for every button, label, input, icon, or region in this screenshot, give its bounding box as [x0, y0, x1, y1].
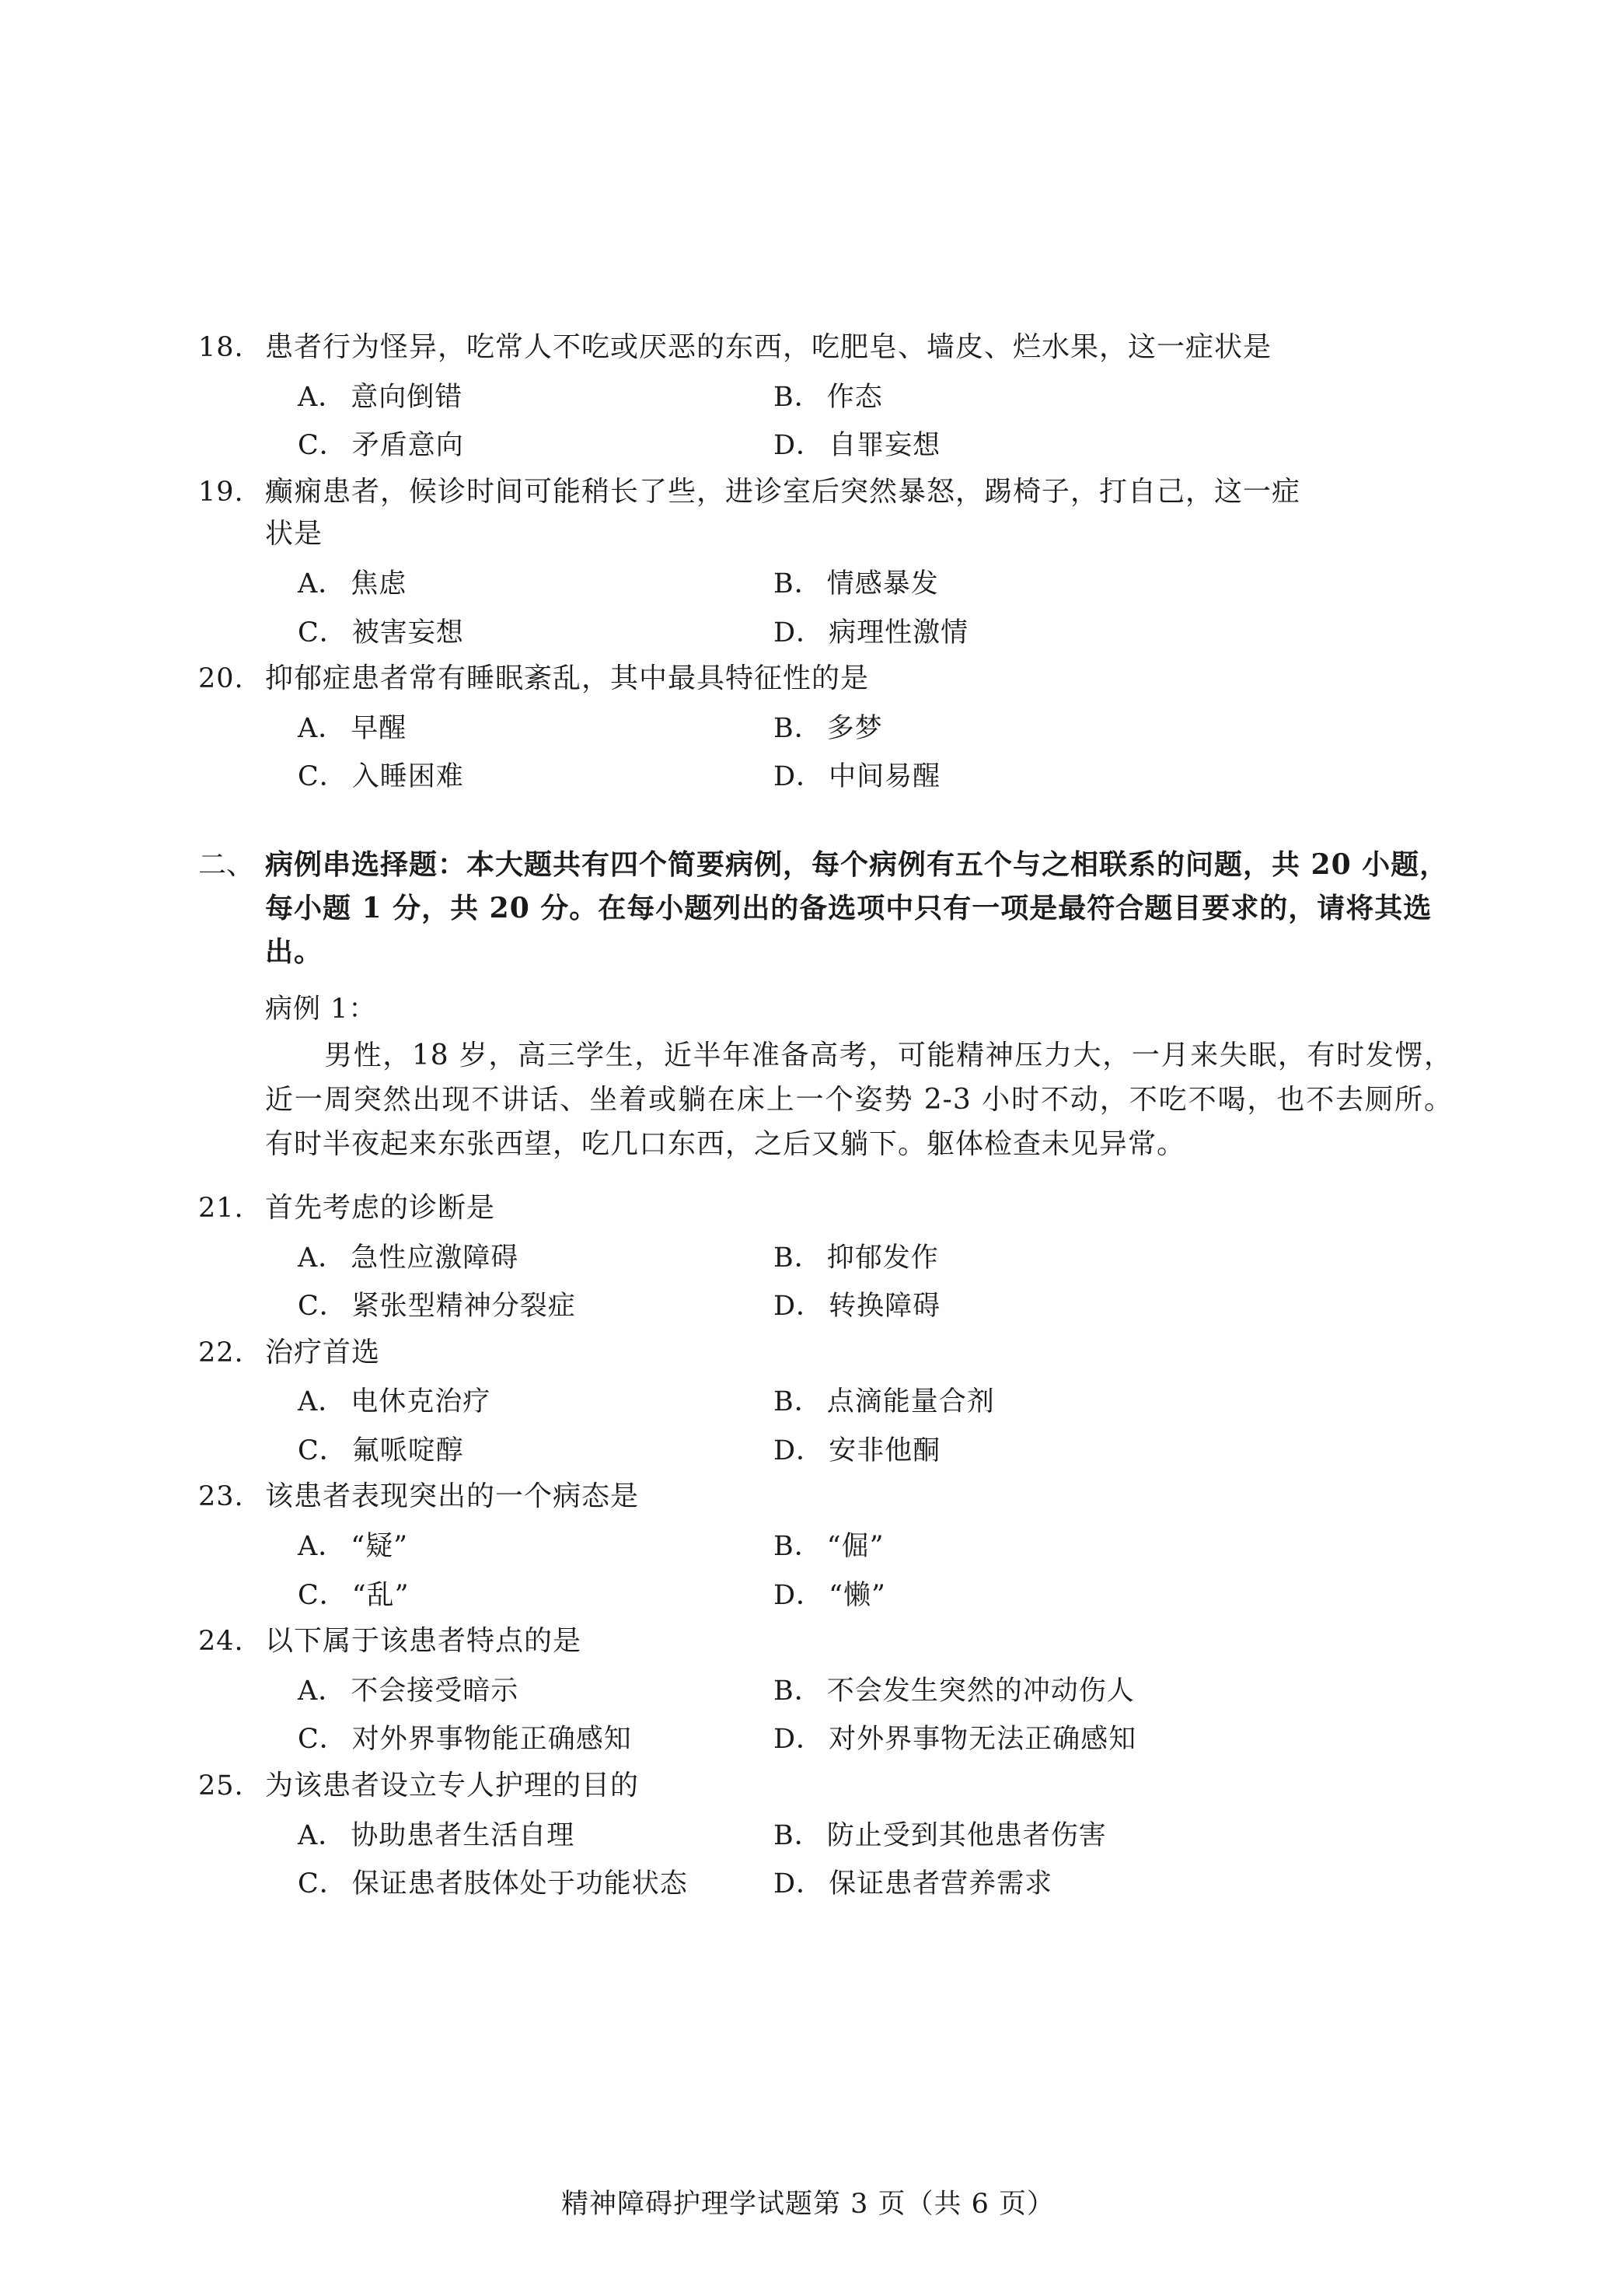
option-text: 抑郁发作 [826, 1242, 939, 1274]
option-letter: C． [298, 1291, 347, 1323]
option-letter: A． [298, 712, 347, 744]
question-18 [198, 327, 1453, 467]
option-letter: B． [773, 1531, 822, 1563]
option-text: 安非他酮 [829, 1435, 941, 1466]
option-row [265, 613, 1453, 654]
option-row [265, 1671, 1453, 1712]
question-stem: 该患者表现突出的一个病态是 [265, 1480, 640, 1513]
option-text: 多梦 [826, 712, 883, 744]
option-letter: B． [773, 568, 822, 600]
option-a[interactable] [265, 377, 702, 418]
option-c[interactable] [265, 1864, 702, 1905]
option-text: 协助患者生活自理 [351, 1819, 575, 1851]
section-body-text: 本大题共有四个简要病例，每个病例有五个与之相联系的问题，共 20 小题，每小题 1 分，共 20 分。在每小题列出的备选项中只有一项是最符合题目要求的，请将其选出。 [265, 847, 1449, 969]
option-letter: A． [298, 1819, 347, 1851]
question-number: 23. [198, 1481, 244, 1513]
option-row [265, 425, 1453, 467]
option-text: “疑” [351, 1531, 409, 1563]
question-number: 20. [198, 663, 244, 695]
option-d[interactable] [702, 1431, 1453, 1472]
option-row [265, 1431, 1453, 1472]
option-d[interactable] [702, 1575, 1453, 1616]
question-25 [198, 1765, 1453, 1905]
option-letter: D． [773, 761, 825, 793]
option-letter: B． [773, 1819, 822, 1851]
option-letter: B． [773, 1386, 822, 1418]
option-d[interactable] [702, 1286, 1453, 1327]
option-text: 点滴能量合剂 [826, 1386, 995, 1418]
question-number: 22. [198, 1337, 244, 1368]
option-letter: C． [298, 430, 347, 462]
option-b[interactable] [702, 1382, 1453, 1423]
question-20 [198, 658, 1453, 798]
option-letter: B． [773, 712, 822, 744]
page-footer: 精神障碍护理学试题第 3 页（共 6 页） [560, 2189, 1056, 2220]
option-row [265, 564, 1453, 605]
option-text: 自罪妄想 [829, 430, 941, 462]
option-letter: D． [773, 430, 825, 462]
option-text: 早醒 [351, 712, 407, 744]
option-text: 作态 [826, 381, 883, 413]
option-row [265, 708, 1453, 750]
option-d[interactable] [702, 757, 1453, 798]
option-letter: D． [773, 1724, 825, 1756]
option-row [265, 1719, 1453, 1760]
option-text: 急性应激障碍 [351, 1242, 519, 1274]
question-stem: 首先考虑的诊断是 [265, 1191, 496, 1224]
option-text: 对外界事物能正确感知 [351, 1724, 632, 1756]
option-row [265, 1575, 1453, 1616]
option-a[interactable] [265, 564, 702, 605]
option-letter: D． [773, 1291, 825, 1323]
option-letter: A． [298, 568, 347, 600]
option-letter: C． [298, 1868, 347, 1900]
option-letter: A． [298, 1675, 347, 1707]
option-row [265, 1238, 1453, 1279]
option-d[interactable] [702, 425, 1453, 467]
option-a[interactable] [265, 1671, 702, 1712]
option-row [265, 1526, 1453, 1567]
option-letter: B． [773, 381, 822, 413]
case-label: 病例 1： [265, 994, 377, 1026]
option-letter: C． [298, 1435, 347, 1466]
option-text: “乱” [351, 1579, 410, 1611]
question-number: 18. [198, 332, 244, 363]
option-text: 焦虑 [351, 568, 407, 600]
option-a[interactable] [265, 708, 702, 750]
option-b[interactable] [702, 1815, 1453, 1857]
option-row [265, 377, 1453, 418]
option-c[interactable] [265, 1431, 702, 1472]
option-letter: A． [298, 381, 347, 413]
option-c[interactable] [265, 1286, 702, 1327]
section-two [198, 843, 1453, 1167]
option-text: 保证患者营养需求 [829, 1868, 1053, 1900]
option-row [265, 1815, 1453, 1857]
option-letter: B． [773, 1675, 822, 1707]
option-b[interactable] [702, 564, 1453, 605]
question-21 [198, 1187, 1453, 1327]
option-a[interactable] [265, 1238, 702, 1279]
option-text: 电休克治疗 [351, 1386, 491, 1418]
option-b[interactable] [702, 1526, 1453, 1567]
option-text: 氟哌啶醇 [351, 1435, 464, 1466]
question-22 [198, 1332, 1453, 1472]
option-b[interactable] [702, 377, 1453, 418]
question-number: 25. [198, 1770, 244, 1802]
question-19 [198, 471, 1453, 653]
option-letter: D． [773, 617, 825, 648]
option-b[interactable] [702, 1238, 1453, 1279]
option-text: 保证患者肢体处于功能状态 [351, 1868, 688, 1900]
option-c[interactable] [265, 425, 702, 467]
option-d[interactable] [702, 613, 1453, 654]
option-d[interactable] [702, 1719, 1453, 1760]
option-a[interactable] [265, 1815, 702, 1857]
option-letter: A． [298, 1386, 347, 1418]
option-text: 中间易醒 [829, 761, 941, 793]
option-text: 不会发生突然的冲动伤人 [826, 1675, 1135, 1707]
option-text: 紧张型精神分裂症 [351, 1291, 576, 1323]
option-row [265, 1382, 1453, 1423]
option-text: 不会接受暗示 [351, 1675, 519, 1707]
option-text: 对外界事物无法正确感知 [829, 1724, 1137, 1756]
option-c[interactable] [265, 1575, 702, 1616]
option-c[interactable] [265, 1719, 702, 1760]
question-number: 19. [198, 476, 244, 508]
option-a[interactable] [265, 1526, 702, 1567]
option-text: 情感暴发 [826, 568, 939, 600]
option-letter: C． [298, 1579, 347, 1611]
option-letter: C． [298, 1724, 347, 1756]
question-number: 21. [198, 1192, 244, 1224]
question-23 [198, 1476, 1453, 1616]
option-letter: A． [298, 1531, 347, 1563]
option-letter: D． [773, 1579, 825, 1611]
question-number: 24. [198, 1626, 244, 1658]
option-d[interactable] [702, 1864, 1453, 1905]
question-stem: 抑郁症患者常有睡眠紊乱，其中最具特征性的是 [265, 662, 870, 695]
option-a[interactable] [265, 1382, 702, 1423]
option-c[interactable] [265, 757, 702, 798]
option-letter: C． [298, 617, 347, 648]
option-text: “懒” [829, 1579, 886, 1611]
option-text: 被害妄想 [351, 617, 464, 648]
option-letter: C． [298, 761, 347, 793]
option-text: 入睡困难 [351, 761, 464, 793]
case-text: 男性，18 岁，高三学生，近半年准备高考，可能精神压力大，一月来失眠，有时发愣，近一周突然出现不讲话、坐着或躺在床上一个姿势 2-3 小时不动，不吃不喝，也不去厕所。有时半夜起来东张西望，吃几口东西，之后又躺下。躯体检查未见异常。 [265, 1040, 1453, 1161]
option-text: 意向倒错 [351, 381, 463, 413]
question-stem-continued: 状是 [265, 518, 323, 550]
option-row [265, 757, 1453, 798]
option-text: 矛盾意向 [351, 430, 464, 462]
section-description [265, 843, 1453, 973]
option-text: 病理性激情 [829, 617, 969, 648]
option-letter: D． [773, 1435, 825, 1466]
option-row [265, 1864, 1453, 1905]
section-title: 病例串选择题： [265, 847, 467, 881]
option-text: 转换障碍 [829, 1291, 941, 1323]
option-letter: B． [773, 1242, 822, 1274]
option-letter: D． [773, 1868, 825, 1900]
question-24 [198, 1620, 1453, 1760]
option-b[interactable] [702, 708, 1453, 750]
option-text: 防止受到其他患者伤害 [826, 1819, 1107, 1851]
question-stem: 为该患者设立专人护理的目的 [265, 1769, 640, 1802]
option-c[interactable] [265, 613, 702, 654]
question-stem: 以下属于该患者特点的是 [265, 1625, 582, 1658]
question-stem: 癫痫患者，候诊时间可能稍长了些，进诊室后突然暴怒，踢椅子，打自己，这一症 [265, 475, 1301, 508]
option-letter: A． [298, 1242, 347, 1274]
section-number: 二、 [198, 848, 255, 881]
option-b[interactable] [702, 1671, 1453, 1712]
option-row [265, 1286, 1453, 1327]
option-text: “倔” [826, 1531, 885, 1563]
question-stem: 治疗首选 [265, 1336, 381, 1368]
question-stem: 患者行为怪异，吃常人不吃或厌恶的东西，吃肥皂、墙皮、烂水果，这一症状是 [265, 331, 1272, 363]
